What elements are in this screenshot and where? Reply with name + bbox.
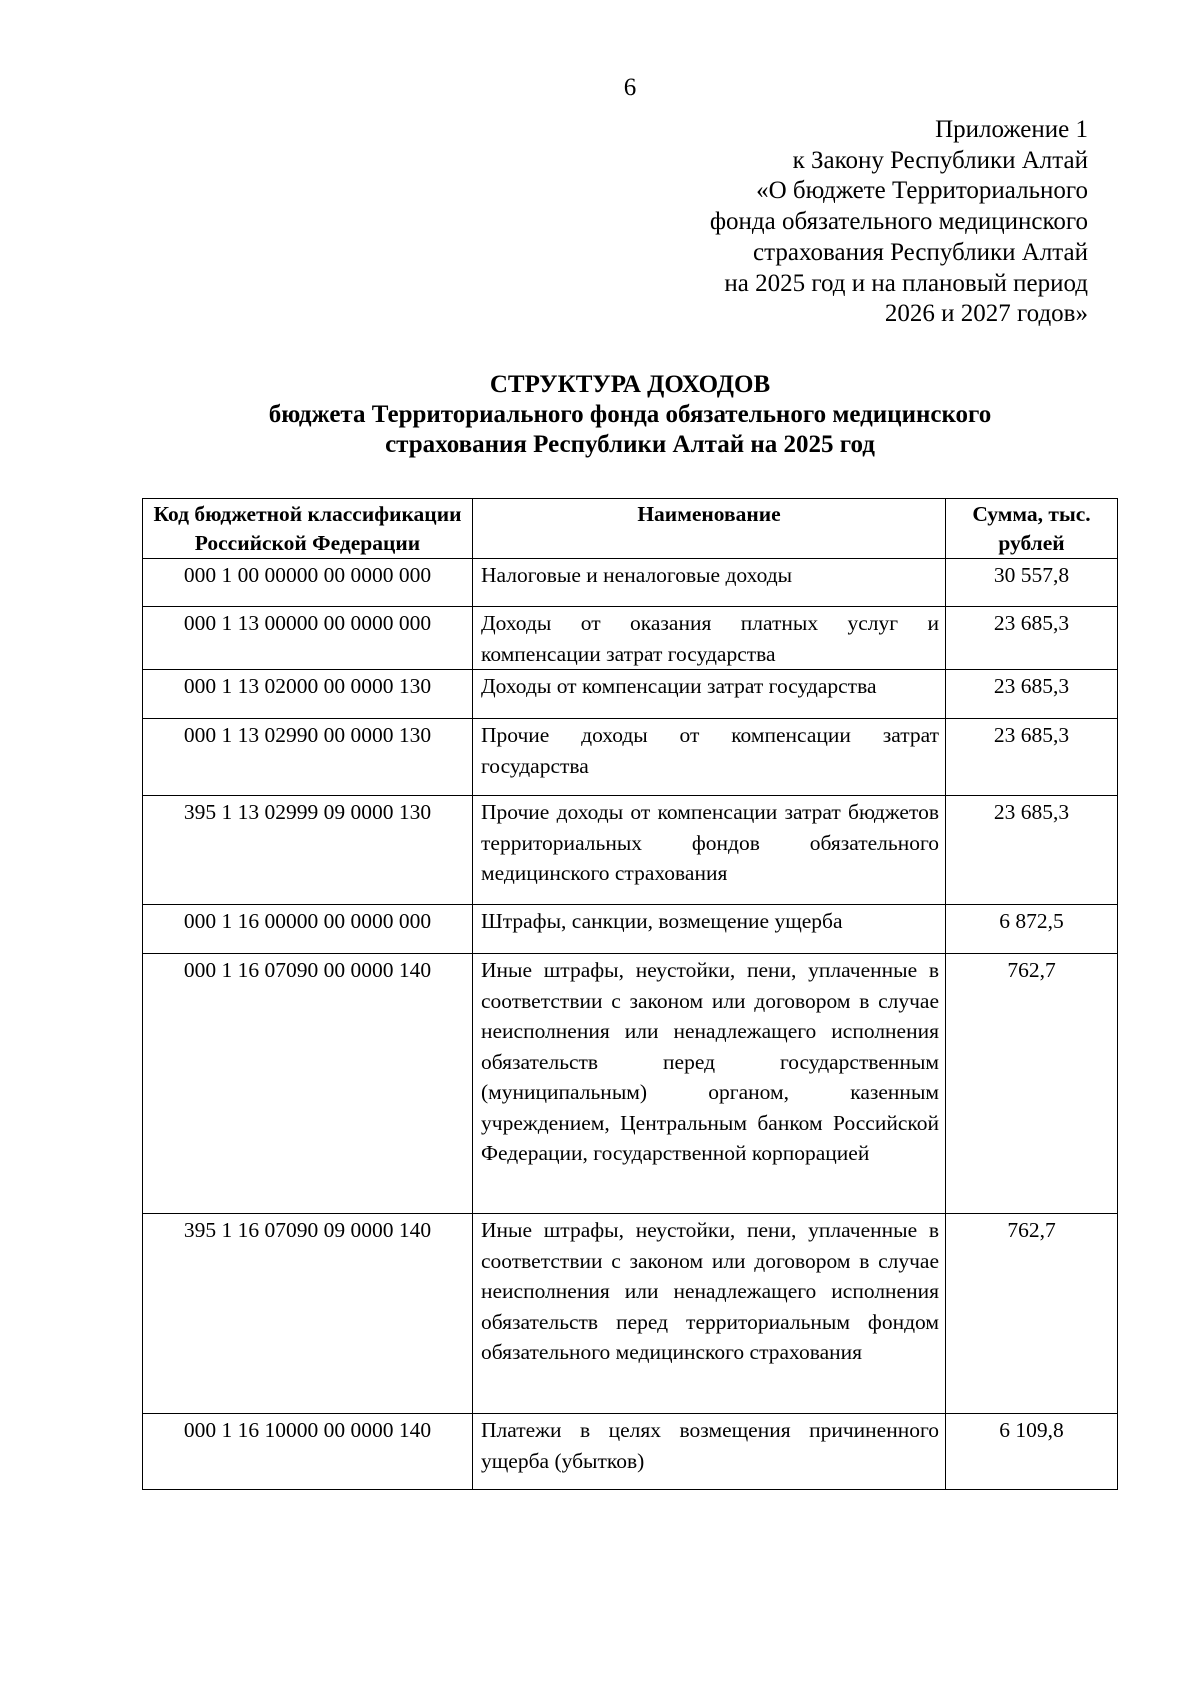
row-code: 395 1 16 07090 09 0000 140: [143, 1214, 473, 1414]
appendix-line: на 2025 год и на плановый период: [724, 269, 1088, 297]
header-amount: Сумма, тыс. рублей: [946, 499, 1118, 559]
row-name: Иные штрафы, неустойки, пени, уплаченные в соответствии с законом или договором в случае неисполнения или ненадлежащего исполнения обязательств перед государственным (муниципальным) органом, казенным учреждением, Центральным банком Российской Федерации, государственной корпорацией: [473, 954, 946, 1214]
row-code: 000 1 13 02990 00 0000 130: [143, 719, 473, 796]
table-row: [143, 670, 1118, 719]
income-structure-table: [142, 498, 1118, 1490]
row-amount: 23 685,3: [946, 796, 1118, 905]
table-header-row: [143, 499, 1118, 559]
page-number: 6: [623, 74, 637, 101]
row-name: Доходы от компенсации затрат государства: [473, 670, 946, 719]
appendix-line: к Закону Республики Алтай: [792, 146, 1088, 174]
document-title: СТРУКТУРА ДОХОДОВ: [489, 371, 771, 398]
row-name: Иные штрафы, неустойки, пени, уплаченные в соответствии с законом или договором в случае неисполнения или ненадлежащего исполнения обязательств перед территориальным фондом обязательного медицинского страхования: [473, 1214, 946, 1414]
row-amount: 23 685,3: [946, 719, 1118, 796]
row-amount: 762,7: [946, 1214, 1118, 1414]
row-code: 000 1 16 00000 00 0000 000: [143, 905, 473, 954]
appendix-line: Приложение 1: [935, 116, 1088, 143]
row-code: 000 1 00 00000 00 0000 000: [143, 559, 473, 607]
row-name: Доходы от оказания платных услуг и компенсации затрат государства: [473, 607, 946, 670]
document-subtitle-line-2: страхования Республики Алтай на 2025 год: [385, 431, 875, 458]
row-code: 000 1 13 00000 00 0000 000: [143, 607, 473, 670]
table-row: [143, 1214, 1118, 1414]
appendix-reference: [710, 115, 1088, 330]
appendix-line: фонда обязательного медицинского: [709, 208, 1088, 236]
table-row: [143, 1414, 1118, 1490]
row-name: Прочие доходы от компенсации затрат бюджетов территориальных фондов обязательного медицинского страхования: [473, 796, 946, 905]
table-row: [143, 796, 1118, 905]
table-row: [143, 607, 1118, 670]
row-amount: 6 872,5: [946, 905, 1118, 954]
row-code: 000 1 13 02000 00 0000 130: [143, 670, 473, 719]
table-row: [143, 719, 1118, 796]
row-code: 000 1 16 10000 00 0000 140: [143, 1414, 473, 1490]
table-row: [143, 954, 1118, 1214]
table-row: [143, 905, 1118, 954]
row-amount: 762,7: [946, 954, 1118, 1214]
row-name: Платежи в целях возмещения причиненного ущерба (убытков): [473, 1414, 946, 1490]
appendix-line: 2026 и 2027 годов»: [884, 300, 1088, 328]
header-code: Код бюджетной классификации Российской Федерации: [143, 499, 473, 559]
row-name: Налоговые и неналоговые доходы: [473, 559, 946, 607]
appendix-line: страхования Республики Алтай: [753, 238, 1088, 266]
row-name: Штрафы, санкции, возмещение ущерба: [473, 905, 946, 954]
row-code: 000 1 16 07090 00 0000 140: [143, 954, 473, 1214]
row-amount: 23 685,3: [946, 670, 1118, 719]
document-heading: [0, 370, 1200, 460]
row-amount: 30 557,8: [946, 559, 1118, 607]
row-name: Прочие доходы от компенсации затрат государства: [473, 719, 946, 796]
document-subtitle-line-1: бюджета Территориального фонда обязательного медицинского: [268, 401, 992, 428]
row-amount: 23 685,3: [946, 607, 1118, 670]
row-code: 395 1 13 02999 09 0000 130: [143, 796, 473, 905]
table-row: [143, 559, 1118, 607]
row-amount: 6 109,8: [946, 1414, 1118, 1490]
header-name: Наименование: [473, 499, 946, 559]
appendix-line: «О бюджете Территориального: [756, 177, 1088, 205]
